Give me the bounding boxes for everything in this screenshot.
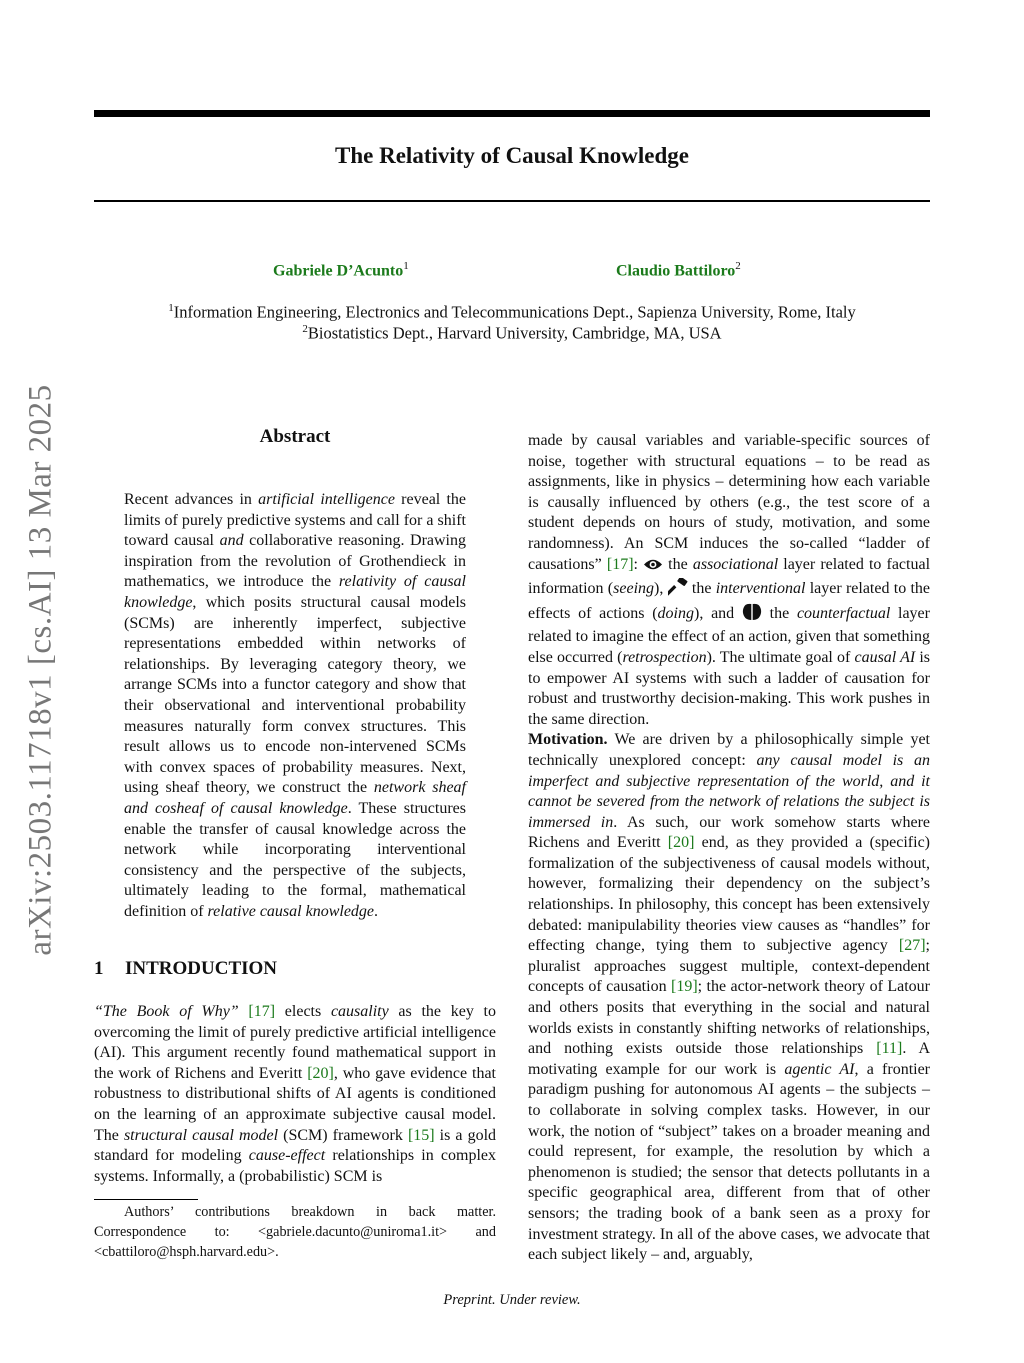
body-text: layer related to imagine the effect of an action, given that something else occurred ( bbox=[528, 604, 930, 666]
body-text: is to empower AI systems with such a ladder of causation for robust and trustworthy decision-making. This work pushes in the same direction. bbox=[528, 648, 931, 728]
abstract-emphasis: relative causal knowledge bbox=[207, 902, 375, 920]
intro-emphasis: “The Book of Why” bbox=[94, 1003, 239, 1020]
citation-link[interactable]: [20] bbox=[667, 834, 695, 852]
abstract-text: . bbox=[374, 902, 379, 920]
intro-text: elects bbox=[275, 1003, 331, 1020]
right-column bbox=[528, 431, 930, 1266]
section-number: 1 bbox=[94, 958, 104, 979]
citation-link[interactable]: [17] bbox=[248, 1003, 276, 1020]
abstract-text: , which posits structural causal models (SCMs) are inherently imperfect, subjective representations embedded within networks of relationships. By leveraging category theory, we arrange SCMs into a functor category and show that their observational and interventional probability measures naturally form convex structures. This result allows us to encode non-intervened SCMs with convex spaces of probability measures. Next, using sheaf theory, we construct the bbox=[124, 593, 466, 797]
section-heading-introduction bbox=[94, 958, 277, 980]
paper-title: The Relativity of Causal Knowledge bbox=[335, 143, 689, 168]
intro-text: is a gold standard for modeling bbox=[94, 1126, 497, 1165]
intro-emphasis: causality bbox=[330, 1003, 389, 1020]
footnote bbox=[94, 1202, 496, 1262]
body-text: ), and bbox=[694, 604, 742, 622]
author-2[interactable] bbox=[616, 260, 741, 280]
affiliation-1 bbox=[0, 302, 1024, 323]
title-top-rule bbox=[94, 110, 930, 117]
author-affiliation-mark: 2 bbox=[735, 260, 741, 272]
body-text: the bbox=[761, 604, 797, 622]
intro-text: , who gave evidence that robustness to distributional shifts of AI agents is conditioned on the learning of an approximate subjective causal model. The bbox=[94, 1064, 496, 1144]
body-emphasis: causal AI bbox=[854, 648, 916, 666]
abstract-text: Recent advances in bbox=[124, 491, 259, 508]
section-title: INTRODUCTION bbox=[125, 958, 278, 979]
brain-icon bbox=[742, 603, 762, 628]
footnote-line: <cbattiloro@hsph.harvard.edu>. bbox=[94, 1244, 279, 1260]
arxiv-identifier: arXiv:2503.11718v1 [cs.AI] 13 Mar 2025 bbox=[22, 384, 59, 956]
footnote-rule bbox=[94, 1199, 198, 1200]
body-emphasis: interventional bbox=[715, 580, 806, 598]
body-emphasis: any causal model is an imperfect and subjective representation of the world, and it cannot be severed from the network of relations the subject is immersed in bbox=[528, 751, 930, 831]
affiliation-text: Information Engineering, Electronics and Telecommunications Dept., Sapienza University, Rome, Italy bbox=[173, 302, 856, 322]
body-emphasis: associational bbox=[692, 555, 779, 573]
affiliation-2 bbox=[0, 323, 1024, 344]
body-text: layer related to factual information ( bbox=[528, 555, 931, 598]
citation-link[interactable]: [19] bbox=[670, 978, 698, 996]
citation-link[interactable]: [20] bbox=[307, 1064, 334, 1082]
affiliation-mark: 1 bbox=[168, 302, 174, 314]
abstract-heading: Abstract bbox=[259, 426, 331, 447]
intro-paragraph bbox=[94, 1002, 496, 1187]
title-bottom-rule bbox=[94, 200, 930, 202]
abstract-emphasis: artificial intelligence bbox=[258, 491, 395, 508]
citation-link[interactable]: [15] bbox=[407, 1126, 435, 1144]
intro-emphasis: cause-effect bbox=[248, 1147, 326, 1165]
page-footer: Preprint. Under review. bbox=[443, 1292, 581, 1308]
body-text: . As such, our work somehow starts where Richens and Everitt bbox=[528, 813, 931, 852]
abstract-paragraph bbox=[124, 490, 466, 922]
body-emphasis: retrospection bbox=[622, 648, 707, 666]
affiliation-text: Biostatistics Dept., Harvard University, Cambridge, MA, USA bbox=[307, 323, 722, 343]
arxiv-sidebar bbox=[18, 370, 64, 970]
abstract-text: . These structures enable the transfer of causal knowledge across the network while incorporating interventional consistency and the perspective of the subjects, ultimately leading to the formal, mathematical definition of bbox=[124, 799, 467, 920]
body-text: We are driven by a philosophically simple yet technically unexplored concept: bbox=[528, 731, 930, 769]
intro-emphasis: structural causal model bbox=[123, 1126, 279, 1144]
footnote-line: Authors’ contributions breakdown in back matter. bbox=[124, 1204, 496, 1220]
citation-link[interactable]: [27] bbox=[898, 937, 926, 955]
body-text: ), bbox=[654, 580, 668, 598]
body-emphasis: counterfactual bbox=[796, 604, 891, 622]
abstract-text: collaborative reasoning. Drawing inspiration from the revolution of Grothendieck in mathematics, we introduce the bbox=[124, 532, 466, 591]
affiliation-mark: 2 bbox=[302, 323, 308, 335]
body-text: ; the actor-network theory of Latour and others posits that everything in the social and natural worlds exists in constantly shifting networks of relationships, and nothing exists outside those relationships bbox=[528, 978, 930, 1058]
paragraph-heading: Motivation. bbox=[528, 731, 608, 749]
eye-icon bbox=[643, 557, 663, 579]
abstract-emphasis: network sheaf and cosheaf of causal knowledge bbox=[124, 779, 466, 817]
footnote-line: Correspondence to: <gabriele.dacunto@uniroma1.it> and bbox=[94, 1224, 496, 1240]
intro-text: (SCM) framework bbox=[278, 1126, 408, 1144]
ladder-paragraph bbox=[528, 431, 930, 730]
author-affiliation-mark: 1 bbox=[403, 260, 409, 272]
body-text: the bbox=[687, 580, 716, 598]
body-text: ; pluralist approaches suggest multiple, context-dependent concepts of causation bbox=[528, 937, 930, 996]
body-text: the bbox=[663, 555, 693, 573]
body-text: end, as they provided a (specific) formalization of the subjectiveness of causal models without, however, formalizing their dependency on the subject’s relationships. In philosophy, this concept has been extensively debated: manipulability theories view causes as “handles” for effecting change, tying them to subjective agency bbox=[528, 834, 931, 955]
abstract-text: reveal the limits of purely predictive systems and call for a shift toward causal bbox=[124, 491, 467, 550]
abstract-emphasis: and bbox=[219, 532, 244, 550]
body-emphasis: seeing bbox=[613, 580, 655, 598]
citation-link[interactable]: [11] bbox=[876, 1040, 903, 1058]
body-text: ). The ultimate goal of bbox=[706, 648, 855, 666]
abstract-body bbox=[124, 490, 466, 922]
body-text: : bbox=[633, 555, 644, 573]
author-name: Gabriele D’Acunto bbox=[273, 262, 404, 280]
hammer-icon bbox=[668, 578, 688, 603]
motivation-paragraph bbox=[528, 730, 930, 1265]
body-text: , a frontier paradigm pushing for autonomous AI agents – the subjects – to collaborate in solving complex tasks. However, in our work, the notion of “subject” takes on a broader meaning and could represent, for example, the resolution by which a phenomenon is studied; the sensor that detects pollutants in a specific geographical area, different from that of other sensors; the trading book of a bank seen as a proxy for investment strategy. In all of the above cases, we advocate that each subject likely – and, arguably, bbox=[528, 1060, 931, 1264]
author-1[interactable] bbox=[273, 260, 409, 280]
introduction-body bbox=[94, 1002, 496, 1187]
body-text: . A motivating example for our work is bbox=[528, 1040, 930, 1078]
intro-text: relationships in complex systems. Informally, a (probabilistic) SCM is bbox=[94, 1147, 496, 1185]
citation-link[interactable]: [17] bbox=[606, 555, 634, 573]
body-text: layer related to the effects of actions ( bbox=[528, 580, 930, 622]
body-emphasis: agentic AI bbox=[784, 1060, 855, 1078]
intro-text bbox=[239, 1003, 249, 1020]
body-text: made by causal variables and variable-specific sources of noise, together with structural equations – to be read as assignments, like in physics – determining how each variable is causally influenced by others (e.g., the test score of a student depends on hours of study, motivation, and some randomness). An SCM induces the so-called “ladder of causations” bbox=[528, 432, 930, 573]
intro-text: as the key to overcoming the limit of purely predictive artificial intelligence (AI). This argument recently found mathematical support in the work of Richens and Everitt bbox=[94, 1003, 496, 1082]
body-emphasis: doing bbox=[657, 604, 694, 622]
author-name: Claudio Battiloro bbox=[616, 262, 736, 280]
abstract-emphasis: relativity of causal knowledge bbox=[124, 573, 466, 611]
